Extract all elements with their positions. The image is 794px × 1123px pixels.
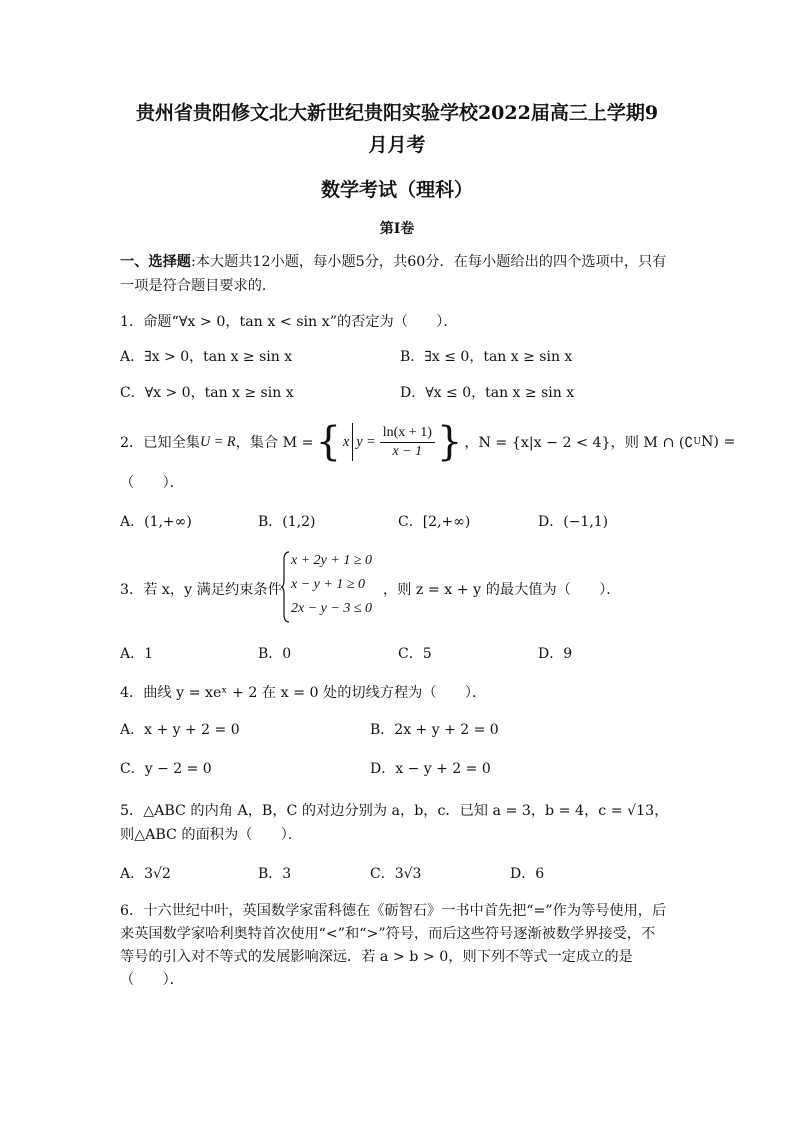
q3-option-b: B．0 [258, 646, 292, 662]
section-intro-line2: 一项是符合题目要求的． [120, 278, 277, 294]
q5-stem-line2: 则△ABC 的面积为（ ）． [120, 827, 302, 843]
q3-constraint-2: x − y + 1 ≥ 0 [291, 577, 366, 592]
q6-line1: 6．十六世纪中叶，英国数学家雷科德在《砺智石》一书中首先把“=”作为等号使用，后 [120, 903, 667, 919]
q2-set-m-y: y = [356, 433, 376, 450]
q2-option-a: A．(1,+∞) [120, 514, 192, 530]
q5-option-a: A．3√2 [120, 866, 171, 882]
q3-option-c: C．5 [398, 646, 432, 662]
q2-option-d: D．(−1,1) [538, 514, 609, 530]
q2-left-brace: { [315, 419, 342, 465]
q2-ask: ，则 M ∩ (∁ [610, 435, 694, 451]
q5-stem-line1: 5．△ABC 的内角 A，B，C 的对边分别为 a，b，c．已知 a = 3，b = 4，c = √13， [120, 803, 669, 819]
q3-option-a: A．1 [120, 646, 154, 662]
q3-constraints [291, 549, 372, 621]
q6-line4: （ ）． [120, 972, 184, 988]
q4-option-d: D．x − y + 2 = 0 [370, 761, 491, 777]
q3-system-brace [281, 550, 291, 624]
q6-line2: 来英国数学家哈利奥特首次使用“<”和“>”符号，而后这些符号逐渐被数学界接受，不 [120, 926, 656, 942]
q3-option-d: D．9 [538, 646, 573, 662]
q2-set-m-intro: ，集合 M = [235, 435, 314, 451]
q3-constraint-1: x + 2y + 1 ≥ 0 [291, 553, 373, 568]
q2-fraction-den: x − 1 [392, 443, 423, 459]
q2-fraction [380, 425, 435, 460]
q2-prefix: 2．已知全集 [120, 435, 200, 451]
q3-suffix: ，则 z = x + y 的最大值为（ ）． [383, 582, 621, 598]
q2-set-bar [352, 423, 353, 461]
q2-ask-end: N) = [701, 434, 736, 450]
exam-subtitle: 数学考试（理科） [320, 179, 473, 201]
q4-stem: 4．曲线 y = xeˣ + 2 在 x = 0 处的切线方程为（ ）． [120, 685, 487, 701]
q2-universe: U = R [199, 433, 236, 450]
q5-option-b: B．3 [258, 866, 292, 882]
q2-right-brace: } [436, 419, 463, 465]
q2-option-b: B．(1,2) [258, 514, 316, 530]
section-intro-rest: :本大题共12小题，每小题5分，共60分．在每小题给出的四个选项中，只有 [190, 254, 667, 270]
q2-set-m-var: x [343, 433, 350, 450]
section-intro-line1 [120, 251, 667, 271]
q2-set-n: ，N = {x|x − 2 < 4} [464, 435, 611, 451]
q2-fraction-num: ln(x + 1) [380, 425, 435, 443]
q4-option-a: A．x + y + 2 = 0 [120, 722, 240, 738]
q2-option-c: C．[2,+∞) [398, 514, 471, 530]
q2-ask-sub: U [693, 437, 702, 447]
q1-stem: 1．命题“∀x > 0，tan x < sin x”的否定为（ ）． [120, 314, 458, 330]
section-heading: 一、选择题 [120, 254, 191, 270]
q5-option-c: C．3√3 [370, 866, 422, 882]
volume-label: 第Ⅰ卷 [379, 221, 415, 237]
q4-option-c: C．y − 2 = 0 [120, 761, 212, 777]
q4-option-b: B．2x + y + 2 = 0 [370, 722, 499, 738]
q1-option-c: C．∀x > 0，tan x ≥ sin x [120, 385, 294, 401]
q5-option-d: D．6 [510, 866, 545, 882]
q1-option-d: D．∀x ≤ 0，tan x ≥ sin x [400, 385, 575, 401]
exam-title-line2: 月月考 [368, 134, 426, 156]
q3-constraint-3: 2x − y − 3 ≤ 0 [291, 601, 373, 616]
q6-line3: 等号的引入对不等式的发展影响深远．若 a > b > 0，则下列不等式一定成立的是 [120, 949, 633, 965]
q1-option-b: B．∃x ≤ 0，tan x ≥ sin x [400, 349, 573, 365]
q1-option-a: A．∃x > 0，tan x ≥ sin x [120, 349, 293, 365]
q3-prefix: 3．若 x，y 满足约束条件 [120, 582, 282, 598]
q2-stem [120, 420, 735, 464]
q2-paren: （ ）． [120, 475, 184, 491]
exam-title-line1: 贵州省贵阳修文北大新世纪贵阳实验学校2022届高三上学期9 [135, 102, 659, 124]
